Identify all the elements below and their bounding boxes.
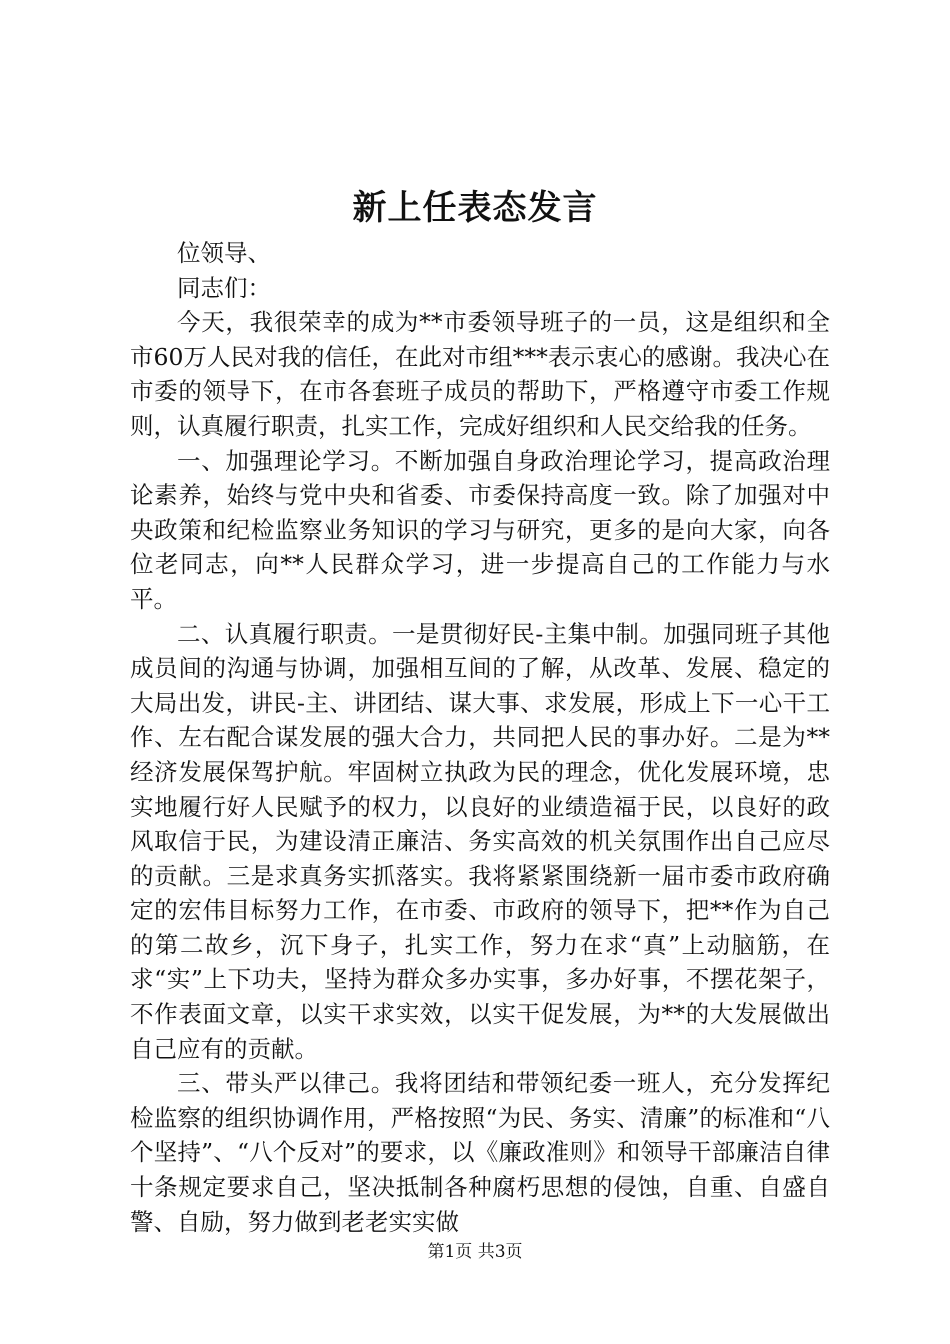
- page-number-footer: 第1页 共3页: [427, 1242, 523, 1262]
- salutation-line-2: 同志们：: [177, 273, 271, 302]
- document-title: 新上任表态发言: [352, 188, 598, 228]
- paragraph-section-3: 三、带头严以律己。我将团结和带领纪委一班人，充分发挥纪检监察的组织协调作用，严格按照“为民、务实、清廉”的标准和“八个坚持”、“八个反对”的要求，以《廉政准则》和领导干部廉洁自律十条规定要求自己，坚决抵制各种腐朽思想的侵蚀，自重、自盛自警、自励，努力做到老老实实做: [130, 1069, 830, 1236]
- paragraph-section-1: 一、加强理论学习。不断加强自身政治理论学习，提高政治理论素养，始终与党中央和省委、市委保持高度一致。除了加强对中央政策和纪检监察业务知识的学习与研究，更多的是向大家，向各位老同志，向**人民群众学习，进一步提高自己的工作能力与水平。: [130, 446, 830, 613]
- document-body: [130, 236, 830, 1239]
- paragraph-intro: 今天，我很荣幸的成为**市委领导班子的一员，这是组织和全市60万人民对我的信任，在此对市组***表示衷心的感谢。我决心在市委的领导下，在市各套班子成员的帮助下，严格遵守市委工作规则，认真履行职责，扎实工作，完成好组织和人民交给我的任务。: [130, 308, 830, 440]
- paragraph-section-2: 二、认真履行职责。一是贯彻好民-主集中制。加强同班子其他成员间的沟通与协调，加强相互间的了解，从改革、发展、稳定的大局出发，讲民-主、讲团结、谋大事、求发展，形成上下一心干工作、左右配合谋发展的强大合力，共同把人民的事办好。二是为**经济发展保驾护航。牢固树立执政为民的理念，优化发展环境，忠实地履行好人民赋予的权力，以良好的业绩造福于民，以良好的政风取信于民，为建设清正廉洁、务实高效的机关氛围作出自己应尽的贡献。三是求真务实抓落实。我将紧紧围绕新一届市委市政府确定的宏伟目标努力工作，在市委、市政府的领导下，把**作为自己的第二故乡，沉下身子，扎实工作，努力在求“真”上动脑筋，在求“实”上下功夫，坚持为群众多办实事，多办好事，不摆花架子，不作表面文章，以实干求实效，以实干促发展，为**的大发展做出自己应有的贡献。: [130, 619, 830, 1063]
- salutation-line-1: 位领导、: [177, 239, 271, 267]
